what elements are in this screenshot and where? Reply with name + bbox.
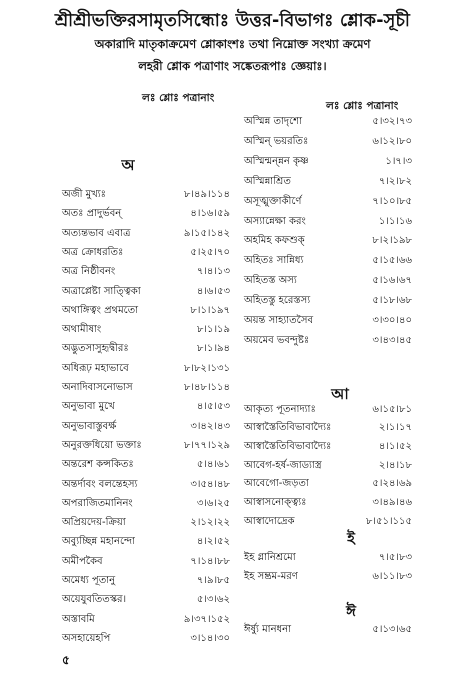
verse-reference: ৫।১৫।৬৬ xyxy=(372,255,412,267)
verse-text: অসূত্মুক্তাকীর্ণে xyxy=(244,195,302,207)
index-entry xyxy=(244,233,412,251)
verse-text: অথাঙ্গিত্বং প্রথমতো xyxy=(62,304,139,316)
verse-reference: ৪।২।৫২ xyxy=(196,536,230,548)
section-heading-a: অ xyxy=(121,156,135,174)
index-entry xyxy=(244,253,412,271)
verse-text: অনুরক্তধিয়ো ভক্তাঃ xyxy=(62,439,142,451)
verse-text: ইহ গ্লানিশ্রমো xyxy=(244,552,296,563)
index-entry xyxy=(62,496,230,514)
verse-reference: ৬।১৫।৮১ xyxy=(372,403,412,415)
index-entry xyxy=(62,477,230,495)
page-title: শ্রীশ্রীভক্তিরসামৃতসিন্ধোঃ উত্তর-বিভাগঃ শ্লোক-সূচী xyxy=(54,11,411,31)
verse-text: অস্মিন্নাশ্রিত xyxy=(244,175,291,187)
verse-reference: ৮।২।১৯৮ xyxy=(372,235,412,247)
verse-reference: ৪।৬।৫৩ xyxy=(196,285,230,297)
index-entry xyxy=(244,495,412,513)
verse-text: অসহায়েহপি xyxy=(62,632,111,644)
index-entry xyxy=(62,284,230,302)
verse-reference: ৮।৮২।১৩১ xyxy=(183,362,230,374)
index-entry xyxy=(244,174,412,192)
index-entry xyxy=(62,419,230,437)
index-entry xyxy=(244,420,412,438)
index-entry xyxy=(244,214,412,232)
verse-reference: ৬।১১।৮৩ xyxy=(372,571,412,582)
verse-reference: ৭।১৪।৮৮ xyxy=(190,555,230,567)
verse-text: আবেগ-হর্ষ-জাড্যাস্ত্র xyxy=(244,459,322,471)
verse-reference: ৩।১৪।৩০ xyxy=(190,632,230,644)
index-entry xyxy=(244,514,412,532)
verse-reference: ৪।১।৫২ xyxy=(378,440,412,452)
index-entry xyxy=(62,226,230,244)
index-entry xyxy=(244,622,412,640)
verse-text: অনাদিবাসনোভাস xyxy=(62,382,133,393)
index-entry xyxy=(62,515,230,533)
verse-reference: ৮।৫১।১১৫ xyxy=(365,515,412,527)
index-entry xyxy=(62,457,230,475)
verse-reference: ৫।৩২।৭৩ xyxy=(372,116,412,127)
verse-text: অহিতস্তু হরেস্তস্য xyxy=(244,295,311,307)
verse-text: অয়ন্ত সাহ্যাতসৈব xyxy=(244,315,314,326)
index-entry xyxy=(62,612,230,630)
verse-reference: ৪।৫।৫৩ xyxy=(196,401,230,413)
verse-reference: ৩।৪৯।৪৬ xyxy=(372,497,412,508)
verse-reference: ৬।১২।৮০ xyxy=(372,135,412,147)
verse-text: আস্বাস্তৈতিবিভাবাদ্যৈঃ xyxy=(244,440,332,452)
verse-text: অস্যান্নেক্ষা করং xyxy=(244,215,306,227)
verse-reference: ২।১।১৭ xyxy=(378,422,412,434)
verse-reference: ৫।১৬।৬৭ xyxy=(372,275,412,287)
verse-text: আস্বাসনোক্ত্ব্যঃ xyxy=(244,497,307,508)
verse-reference: ৮।৪৮।১১৪ xyxy=(183,382,230,393)
verse-text: অনুভাবাস্তুবর্ক্ষ xyxy=(62,420,117,432)
verse-text: অপরাজিতমানিনং xyxy=(62,497,133,509)
index-entry xyxy=(62,361,230,379)
index-entry xyxy=(62,592,230,610)
verse-reference: ৮।১।৯৪ xyxy=(196,343,230,355)
index-entry xyxy=(62,245,230,263)
verse-text: অত্র নিষ্ঠীবনং xyxy=(62,266,116,278)
verse-reference: ৩।৪৩।৪৫ xyxy=(372,334,412,346)
index-entry xyxy=(244,569,412,587)
verse-text: আকৃত্য পূতনাদ্যাঃ xyxy=(244,403,316,415)
index-entry xyxy=(244,458,412,476)
verse-text: অত্যন্তভাব এবাত্র xyxy=(62,227,131,239)
verse-text: অস্তাবমি xyxy=(62,613,95,625)
subtitle-line-1: অকারাদি মাতৃকাক্রমেণ শ্লোকাংশঃ তথা নিম্নোক্ত সংখ্যা ক্রমেণ xyxy=(94,37,371,51)
index-entry xyxy=(62,341,230,359)
verse-text: অমীপকৈব xyxy=(62,555,103,567)
subtitle-line-2: লহরী শ্লোক পত্রাণাং সঙ্কেতরূপাঃ জ্ঞেয়াঃ। xyxy=(138,59,327,73)
index-entry xyxy=(62,264,230,282)
verse-text: অজী মুখ্যঃ xyxy=(62,189,106,200)
verse-reference: ৮।১।১৯ xyxy=(196,324,230,336)
index-entry xyxy=(62,554,230,572)
verse-reference: ৩।৫৪।৪৮ xyxy=(190,478,230,490)
verse-reference: ৫।৩।৬২ xyxy=(196,594,230,606)
verse-text: অস্মিন্মন্ন্নন কৃষ্ণ xyxy=(244,155,309,167)
verse-text: অথামীষাং xyxy=(62,324,102,336)
index-entry xyxy=(62,534,230,552)
verse-text: অব্যুচ্ছিন্ন মহানন্দো xyxy=(62,536,135,548)
index-entry xyxy=(62,438,230,456)
verse-text: অদ্ভুতসাসুহৃদ্বীরঃ xyxy=(62,343,129,355)
verse-text: আস্বাদোদ্রেক xyxy=(244,515,295,527)
verse-text: অমেধ্য পূতানু xyxy=(62,575,116,586)
verse-reference: ১।৭।৩ xyxy=(385,155,412,167)
verse-reference: ৭।৪।১৩ xyxy=(196,266,230,278)
verse-text: অহমিহ কফশুক্ xyxy=(244,235,305,247)
verse-text: অন্তর্দাবং বলন্তেহস্য xyxy=(62,478,138,490)
index-entry xyxy=(62,399,230,417)
verse-reference: ৪।১৬।৫৯ xyxy=(190,208,230,220)
index-entry xyxy=(244,194,412,212)
right-column-header: লঃ শ্লোঃ পত্রানাং xyxy=(326,100,399,112)
verse-text: অপ্রিয়দেয়-ক্রিয়া xyxy=(62,517,126,529)
verse-text: আস্বাস্তৈতিবিভাবাদ্যৈঃ xyxy=(244,422,332,434)
verse-text: অহিতস্ত অস্য xyxy=(244,275,297,287)
verse-reference: ২।৪।১৮ xyxy=(378,459,412,471)
index-entry xyxy=(244,293,412,311)
verse-text: অত্রাপ্লেষ্টা সাত্ত্বিকা xyxy=(62,285,141,297)
verse-text: অত্র ক্রোধরতিঃ xyxy=(62,246,124,258)
verse-text: অয়েযুবতিতস্কর। xyxy=(62,594,127,606)
verse-reference: ৩।৩০।৪০ xyxy=(372,315,412,326)
index-entry xyxy=(62,206,230,224)
section-heading-ii: ঈ xyxy=(346,602,356,620)
index-entry xyxy=(62,631,230,649)
verse-text: অতঃ প্রাদুর্ভবন্ xyxy=(62,208,122,220)
verse-reference: ৮।৭৭।১২৯ xyxy=(183,439,230,451)
section-heading-i: ই xyxy=(347,529,355,547)
verse-reference: ৭।১০।৮৫ xyxy=(372,195,412,207)
verse-reference: ৫।২৪।৬৯ xyxy=(372,478,412,490)
verse-text: অস্মিন্ ভয়রতিঃ xyxy=(244,135,309,147)
index-entry xyxy=(62,380,230,398)
verse-text: অস্মিন্ন তাদৃশো xyxy=(244,116,302,127)
index-entry xyxy=(244,439,412,457)
index-entry xyxy=(244,154,412,172)
index-entry xyxy=(244,333,412,351)
verse-reference: ৯।১৫।১৪২ xyxy=(183,227,230,239)
verse-reference: ৭।২।৮২ xyxy=(378,175,412,187)
verse-text: ঈর্ষ্যু মানধনা xyxy=(244,624,292,635)
index-entry xyxy=(62,187,230,205)
index-entry xyxy=(244,476,412,494)
verse-text: অন্তরেশ কন্সকিতঃ xyxy=(62,459,134,471)
index-entry xyxy=(244,550,412,568)
index-entry xyxy=(244,114,412,132)
index-entry xyxy=(244,313,412,331)
section-heading-aa: আ xyxy=(331,385,349,403)
left-column-header: লঃ শ্লোঃ পত্রানাং xyxy=(142,92,215,104)
verse-reference: ২।১২।২২ xyxy=(190,517,230,529)
verse-reference: ৯।৩৭।১৫২ xyxy=(183,613,230,625)
verse-reference: ৮।৪৯।১১৪ xyxy=(183,189,230,200)
verse-reference: ৫।৪।৬১ xyxy=(196,459,230,471)
index-entry xyxy=(62,303,230,321)
index-entry xyxy=(62,322,230,340)
verse-reference: ৭।৫।৮৩ xyxy=(378,552,412,563)
verse-text: অধিরূঢ় মহাভাবে xyxy=(62,362,129,374)
verse-reference: ৫।২৫।৭০ xyxy=(190,246,230,258)
page-number: ৫ xyxy=(62,653,70,667)
verse-reference: ৭।৯।৮৫ xyxy=(196,575,230,586)
index-entry xyxy=(62,573,230,591)
index-entry xyxy=(244,402,412,420)
verse-reference: ৫।১৮।৬৮ xyxy=(372,295,412,307)
verse-text: আবেগো-জড়তা xyxy=(244,478,309,490)
verse-reference: ১।১।১৬ xyxy=(378,215,412,227)
index-entry xyxy=(244,134,412,152)
verse-reference: ৫।১৩।৬৫ xyxy=(372,624,412,635)
verse-reference: ৩।৬।২৫ xyxy=(196,497,230,509)
verse-text: ইহ সম্ভ্রম-মরণ xyxy=(244,571,298,582)
verse-text: অহিতঃ সান্নিধ্য xyxy=(244,255,304,267)
index-entry xyxy=(244,273,412,291)
verse-text: অনুভাবা মুখে xyxy=(62,401,115,413)
verse-reference: ৩।৪২।৪৩ xyxy=(190,420,230,432)
verse-reference: ৮।১।১৯৭ xyxy=(190,304,230,316)
verse-text: অয়মেব ভবন্দুষ্টঃ xyxy=(244,334,310,346)
